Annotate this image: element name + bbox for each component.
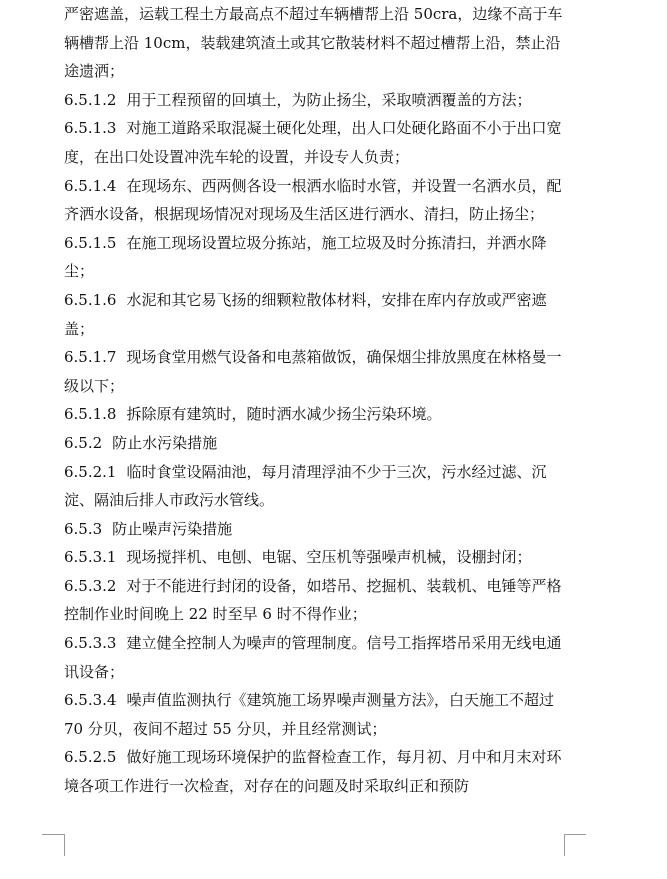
crop-mark-right-horizontal [564, 834, 586, 835]
paragraph [64, 686, 564, 743]
paragraph-text: 做好施工现场环境保护的监督检查工作，每月初、月中和月末对环境各项工作进行一次检查，对存在的问题及时采取纠正和预防 [64, 748, 562, 796]
document-body [64, 0, 564, 801]
section-number: 6.5.1.2 [64, 90, 117, 109]
paragraph-text: 严密遮盖，运载工程土方最高点不超过车辆槽帮上沿 50cra，边缘不高于车辆槽帮上沿 10cm，装载建筑渣土或其它散装材料不超过槽帮上沿，禁止沿途遗洒； [64, 5, 563, 81]
section-number: 6.5.3 [64, 519, 103, 538]
crop-mark-right-vertical [564, 834, 565, 856]
paragraph [64, 400, 564, 429]
paragraph [64, 86, 564, 115]
paragraph [64, 743, 564, 800]
paragraph [64, 543, 564, 572]
section-heading [64, 429, 564, 458]
section-number: 6.5.1.8 [64, 405, 117, 424]
paragraph-text: 对施工道路采取混凝土硬化处理，出人口处硬化路面不小于出口宽度，在出口处设置冲洗车轮的设置，并设专人负责； [64, 119, 562, 166]
section-number: 6.5.1.5 [64, 233, 117, 252]
section-number: 6.5.2.1 [64, 462, 117, 481]
section-number: 6.5.1.7 [64, 348, 117, 367]
section-number: 6.5.3.3 [64, 634, 117, 653]
paragraph-text: 在施工现场设置垃圾分拣站，施工垃圾及时分拣清扫，并洒水降尘； [64, 233, 547, 281]
paragraph-text: 对于不能进行封闭的设备，如塔吊、挖掘机、装载机、电锤等严格控制作业时间晚上 22 时至早 6 时不得作业； [64, 576, 562, 624]
crop-mark-left-horizontal [42, 834, 64, 835]
paragraph [64, 286, 564, 343]
paragraph-text: 现场食堂用燃气设备和电蒸箱做饭，确保烟尘排放黑度在林格曼一级以下； [64, 348, 562, 395]
section-number: 6.5.3.2 [64, 576, 117, 595]
paragraph [64, 229, 564, 286]
paragraph-text: 临时食堂设隔油池，每月清理浮油不少于三次，污水经过滤、沉淀、隔油后排人市政污水管线。 [64, 462, 547, 510]
section-number: 6.5.1.3 [64, 119, 117, 138]
section-heading [64, 515, 564, 544]
section-number: 6.5.3.4 [64, 691, 117, 710]
section-number: 6.5.3.1 [64, 548, 117, 567]
paragraph [64, 629, 564, 686]
paragraph-text: 拆除原有建筑时，随时洒水减少扬尘污染环境。 [126, 405, 442, 424]
paragraph [64, 0, 564, 86]
paragraph-text: 用于工程预留的回填土，为防止扬尘，采取喷洒覆盖的方法； [126, 90, 532, 109]
paragraph [64, 172, 564, 229]
paragraph [64, 458, 564, 515]
paragraph-text: 建立健全控制人为噪声的管理制度。信号工指挥塔吊采用无线电通讯设备； [64, 634, 562, 681]
paragraph [64, 343, 564, 400]
paragraph-text: 在现场东、西两侧各设一根洒水临时水管，并设置一名洒水员，配齐洒水设备，根据现场情况对现场及生活区进行洒水、清扫，防止扬尘； [64, 176, 562, 224]
heading-text: 防止水污染措施 [112, 433, 218, 452]
section-number: 6.5.2 [64, 433, 103, 452]
paragraph [64, 572, 564, 629]
paragraph-text: 现场搅拌机、电刨、电锯、空压机等强噪声机械，设棚封闭； [126, 548, 532, 567]
section-number: 6.5.2.5 [64, 748, 117, 767]
paragraph-text: 水泥和其它易飞扬的细颗粒散体材料，安排在库内存放或严密遮盖； [64, 290, 547, 338]
paragraph [64, 114, 564, 171]
section-number: 6.5.1.6 [64, 290, 117, 309]
paragraph-text: 噪声值监测执行《建筑施工场界噪声测量方法》，白天施工不超过 70 分贝，夜间不超过 55 分贝，并且经常测试； [64, 691, 554, 738]
section-number: 6.5.1.4 [64, 176, 117, 195]
crop-mark-left-vertical [64, 834, 65, 856]
heading-text: 防止噪声污染措施 [112, 519, 233, 538]
